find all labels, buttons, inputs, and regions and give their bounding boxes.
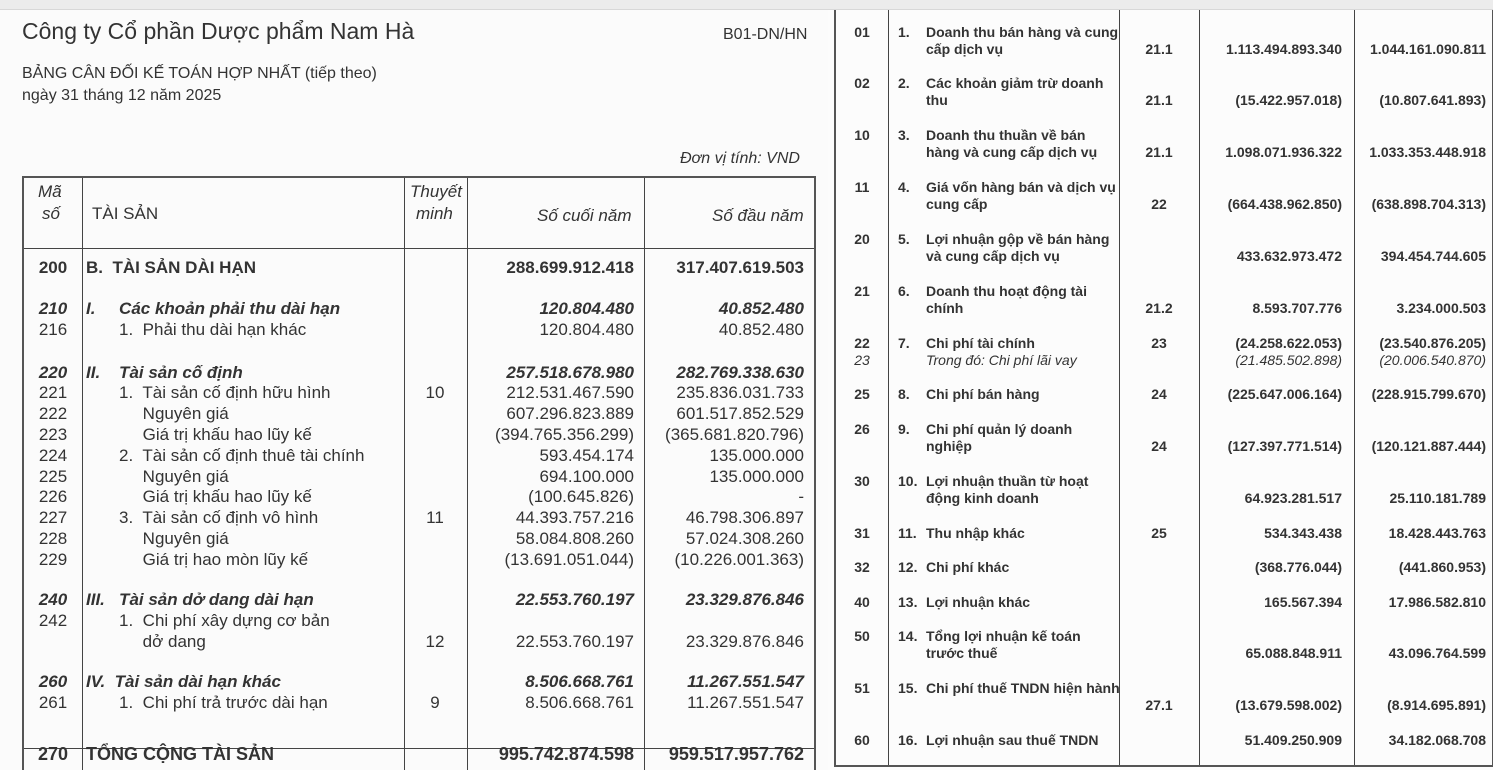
row-label: Nguyên giá: [86, 404, 229, 423]
row-number: 5.: [898, 231, 910, 247]
balance-row: [24, 486, 814, 507]
row-code: 01: [854, 24, 870, 40]
row-code: 10: [854, 127, 870, 143]
row-number: 13.: [898, 594, 918, 610]
balance-row: [24, 549, 814, 570]
row-end-value: (100.645.826): [528, 487, 634, 506]
balance-row: [24, 692, 814, 713]
row-end-value: 22.553.760.197: [515, 590, 634, 609]
row-prior-year: (441.860.953): [1398, 559, 1486, 575]
row-note: 23: [1151, 335, 1167, 351]
row-end-value: 22.553.760.197: [515, 632, 634, 651]
row-code: 02: [854, 75, 870, 91]
row-code: 200: [38, 258, 68, 277]
row-code: 30: [854, 473, 870, 489]
row-note: 22: [1151, 196, 1167, 212]
row-prior-year: (10.807.641.893): [1379, 92, 1486, 108]
row-number: 14.: [898, 628, 918, 644]
row-number: 9.: [898, 421, 910, 437]
row-end-value: (13.691.051.044): [504, 550, 634, 569]
header-divider: [24, 248, 814, 249]
row-code: 226: [38, 487, 68, 506]
row-label: Nguyên giá: [86, 467, 229, 486]
row-current-year: 1.098.071.936.322: [1225, 144, 1342, 160]
balance-row: [24, 589, 814, 610]
row-begin-value: 135.000.000: [709, 467, 804, 486]
row-label: Chi phí khác: [926, 559, 1010, 575]
row-current-year: (24.258.622.053): [1235, 335, 1342, 351]
row-prior-year: 34.182.068.708: [1388, 732, 1486, 748]
income-row: [836, 628, 1492, 664]
row-current-year: (21.485.502.898): [1235, 352, 1342, 368]
row-begin-value: 46.798.306.897: [685, 508, 804, 527]
row-current-year: 65.088.848.911: [1245, 645, 1342, 661]
row-number: 7.: [898, 335, 910, 351]
header-code-line2: số: [42, 204, 60, 223]
row-note: 12: [425, 632, 445, 651]
row-begin-value: -: [798, 487, 804, 506]
row-begin-value: 23.329.876.846: [685, 590, 804, 609]
balance-row: [24, 424, 814, 445]
row-code: 261: [38, 693, 68, 712]
row-end-value: 44.393.757.216: [515, 508, 634, 527]
row-code: 221: [38, 383, 68, 402]
row-begin-value: 11.267.551.547: [687, 693, 804, 712]
row-label: Lợi nhuận sau thuế TNDN: [926, 732, 1099, 748]
row-label: IV. Tài sản dài hạn khác: [86, 672, 281, 691]
balance-row: [24, 610, 814, 631]
row-begin-value: 11.267.551.547: [687, 672, 804, 691]
balance-row: [24, 671, 814, 692]
balance-row: [24, 507, 814, 528]
row-code: 222: [38, 404, 68, 423]
row-label: Giá vốn hàng bán và dịch vụ cung cấp: [926, 179, 1116, 212]
row-label: TỔNG CỘNG TÀI SẢN: [86, 744, 274, 764]
row-prior-year: (638.898.704.313): [1371, 196, 1486, 212]
row-code: 229: [38, 550, 68, 569]
row-note: 9: [430, 693, 440, 712]
header-item: TÀI SẢN: [92, 204, 159, 223]
header-code-line1: Mã: [38, 182, 62, 201]
row-prior-year: (228.915.799.670): [1371, 386, 1486, 402]
row-begin-value: (365.681.820.796): [665, 425, 804, 444]
row-code: 216: [38, 320, 68, 339]
row-label: Chi phí thuế TNDN hiện hành: [926, 680, 1120, 696]
row-note: 27.1: [1145, 697, 1173, 713]
balance-sheet-table: [22, 176, 816, 770]
row-code: 227: [38, 508, 68, 527]
income-row: [836, 231, 1492, 267]
row-code: 240: [38, 590, 68, 609]
row-number: 10.: [898, 473, 918, 489]
row-code: 20: [854, 231, 870, 247]
income-row: [836, 127, 1492, 163]
row-current-year: (664.438.962.850): [1227, 196, 1342, 212]
row-code: 225: [38, 467, 68, 486]
row-begin-value: 40.852.480: [718, 299, 804, 318]
balance-sheet-page: [0, 10, 828, 770]
row-label: II. Tài sản cố định: [86, 363, 243, 382]
row-label: Lợi nhuận gộp về bán hàng và cung cấp dịch vụ: [926, 231, 1110, 264]
viewer-top-strip: [0, 0, 1493, 10]
row-label: I. Các khoản phải thu dài hạn: [86, 299, 341, 318]
row-label: Lợi nhuận thuần từ hoạt động kinh doanh: [926, 473, 1089, 506]
row-code: 224: [38, 446, 68, 465]
row-begin-value: 57.024.308.260: [685, 529, 804, 548]
row-end-value: 58.084.808.260: [515, 529, 634, 548]
row-label: 3. Tài sản cố định vô hình: [86, 508, 319, 527]
row-end-value: 288.699.912.418: [506, 258, 634, 277]
row-note: 21.2: [1145, 300, 1173, 316]
row-begin-value: 282.769.338.630: [676, 363, 804, 382]
row-begin-value: 135.000.000: [709, 446, 804, 465]
row-number: 1.: [898, 24, 910, 40]
row-number: 15.: [898, 680, 918, 696]
row-end-value: 212.531.467.590: [506, 383, 634, 402]
income-row: [836, 335, 1492, 353]
row-current-year: 8.593.707.776: [1252, 300, 1342, 316]
income-row: [836, 525, 1492, 543]
form-code: B01-DN/HN: [723, 26, 808, 43]
row-note: 24: [1151, 438, 1167, 454]
row-note: 10: [425, 383, 445, 402]
row-label: Tổng lợi nhuận kế toán trước thuế: [926, 628, 1081, 661]
income-row: [836, 283, 1492, 319]
row-label: Chi phí bán hàng: [926, 386, 1040, 402]
row-prior-year: 394.454.744.605: [1380, 248, 1486, 264]
row-begin-value: 235.836.031.733: [676, 383, 804, 402]
row-end-value: (394.765.356.299): [495, 425, 634, 444]
row-prior-year: 1.033.353.448.918: [1369, 144, 1486, 160]
row-begin-value: 959.517.957.762: [668, 744, 804, 764]
row-code: 23: [854, 352, 870, 368]
row-begin-value: (10.226.001.363): [674, 550, 804, 569]
row-note: 24: [1151, 386, 1167, 402]
row-prior-year: 1.044.161.090.811: [1369, 41, 1486, 57]
row-label: 1. Chi phí xây dựng cơ bản: [86, 611, 330, 630]
row-begin-value: 23.329.876.846: [685, 632, 804, 651]
balance-row: [24, 298, 814, 319]
row-code: 21: [854, 283, 870, 299]
row-code: 50: [854, 628, 870, 644]
row-code: 60: [854, 732, 870, 748]
header-beginning-of-year: Số đầu năm: [712, 206, 804, 225]
row-current-year: 534.343.438: [1264, 525, 1342, 541]
row-code: 31: [854, 525, 870, 541]
row-label: B. TÀI SẢN DÀI HẠN: [86, 258, 256, 277]
balance-row: [24, 382, 814, 403]
row-current-year: 64.923.281.517: [1244, 490, 1342, 506]
row-label: 2. Tài sản cố định thuê tài chính: [86, 446, 365, 465]
row-number: 8.: [898, 386, 910, 402]
report-date: ngày 31 tháng 12 năm 2025: [22, 87, 222, 104]
row-code: 11: [854, 179, 870, 195]
row-label: Giá trị khấu hao lũy kế: [86, 487, 312, 506]
row-label: Doanh thu thuần về bán hàng và cung cấp dịch vụ: [926, 127, 1098, 160]
row-label: 1. Tài sản cố định hữu hình: [86, 383, 331, 402]
balance-row: [24, 319, 814, 340]
row-label: Lợi nhuận khác: [926, 594, 1031, 610]
row-label: Chi phí quản lý doanh nghiệp: [926, 421, 1073, 454]
row-code: 32: [854, 559, 870, 575]
report-title: BẢNG CÂN ĐỐI KẾ TOÁN HỢP NHẤT (tiếp theo): [22, 65, 377, 82]
row-label: Trong đó: Chi phí lãi vay: [926, 352, 1077, 368]
row-code: 25: [854, 386, 870, 402]
row-label: Giá trị hao mòn lũy kế: [86, 550, 309, 569]
income-row: [836, 680, 1492, 716]
row-end-value: 607.296.823.889: [506, 404, 634, 423]
row-end-value: 8.506.668.761: [525, 693, 634, 712]
row-label: III. Tài sản dở dang dài hạn: [86, 590, 314, 609]
row-number: 3.: [898, 127, 910, 143]
balance-row: [24, 445, 814, 466]
balance-row: [24, 631, 814, 652]
row-label: dở dang: [86, 632, 206, 651]
company-name: Công ty Cổ phần Dược phẩm Nam Hà: [22, 18, 415, 44]
row-code: 210: [38, 299, 68, 318]
row-label: Các khoản giảm trừ doanh thu: [926, 75, 1104, 108]
income-row: [836, 179, 1492, 215]
row-label: Nguyên giá: [86, 529, 229, 548]
row-current-year: (13.679.598.002): [1235, 697, 1342, 713]
row-begin-value: 40.852.480: [718, 320, 804, 339]
income-statement-table: [834, 10, 1493, 767]
row-note: 21.1: [1145, 92, 1173, 108]
row-label: Chi phí tài chính: [926, 335, 1035, 351]
row-code: 223: [38, 425, 68, 444]
row-prior-year: 3.234.000.503: [1396, 300, 1486, 316]
row-code: 270: [37, 744, 69, 764]
income-row: [836, 386, 1492, 404]
row-label: Doanh thu hoạt động tài chính: [926, 283, 1087, 316]
row-end-value: 8.506.668.761: [525, 672, 634, 691]
row-begin-value: 317.407.619.503: [676, 258, 804, 277]
row-current-year: (127.397.771.514): [1227, 438, 1342, 454]
row-current-year: (15.422.957.018): [1235, 92, 1342, 108]
row-code: 260: [38, 672, 68, 691]
row-code: 22: [854, 335, 870, 351]
income-row: [836, 732, 1492, 750]
row-number: 12.: [898, 559, 918, 575]
row-end-value: 694.100.000: [539, 467, 634, 486]
balance-row: [24, 466, 814, 487]
row-note: 11: [426, 508, 444, 527]
income-row: [836, 24, 1492, 60]
row-end-value: 120.804.480: [539, 320, 634, 339]
row-number: 16.: [898, 732, 918, 748]
row-prior-year: 17.986.582.810: [1388, 594, 1486, 610]
row-number: 2.: [898, 75, 910, 91]
row-end-value: 120.804.480: [539, 299, 634, 318]
balance-row: [24, 257, 814, 278]
header-note-line1: Thuyết: [410, 182, 462, 201]
row-prior-year: (8.914.695.891): [1387, 697, 1486, 713]
row-prior-year: 18.428.443.763: [1388, 525, 1486, 541]
row-current-year: 433.632.973.472: [1236, 248, 1342, 264]
row-code: 26: [854, 421, 870, 437]
row-label: Thu nhập khác: [926, 525, 1025, 541]
income-statement-page: [828, 10, 1493, 770]
row-prior-year: (23.540.876.205): [1379, 335, 1486, 351]
row-note: 21.1: [1145, 41, 1173, 57]
row-number: 11.: [898, 525, 917, 541]
row-label: Giá trị khấu hao lũy kế: [86, 425, 312, 444]
row-label: 1. Chi phí trả trước dài hạn: [86, 693, 328, 712]
income-row: [836, 559, 1492, 577]
income-row: [836, 352, 1492, 370]
row-label: 1. Phải thu dài hạn khác: [86, 320, 307, 339]
row-code: 228: [38, 529, 68, 548]
row-code: 242: [38, 611, 68, 630]
row-current-year: (225.647.006.164): [1227, 386, 1342, 402]
row-end-value: 257.518.678.980: [506, 363, 634, 382]
income-row: [836, 421, 1492, 457]
row-code: 51: [854, 680, 870, 696]
row-label: Doanh thu bán hàng và cung cấp dịch vụ: [926, 24, 1119, 57]
row-note: 21.1: [1145, 144, 1173, 160]
row-end-value: 593.454.174: [539, 446, 634, 465]
row-prior-year: 25.110.181.789: [1389, 490, 1486, 506]
income-row: [836, 75, 1492, 111]
row-prior-year: (20.006.540.870): [1379, 352, 1486, 368]
header-note-line2: minh: [416, 204, 453, 223]
balance-row: [24, 403, 814, 424]
row-current-year: 51.409.250.909: [1244, 732, 1342, 748]
balance-row: [24, 744, 814, 765]
row-note: 25: [1151, 525, 1167, 541]
row-current-year: (368.776.044): [1254, 559, 1342, 575]
row-code: 220: [38, 363, 68, 382]
row-prior-year: (120.121.887.444): [1371, 438, 1486, 454]
row-end-value: 995.742.874.598: [498, 744, 634, 764]
unit-label: Đơn vị tính: VND: [680, 150, 800, 167]
row-current-year: 1.113.494.893.340: [1225, 41, 1342, 57]
row-code: 40: [854, 594, 870, 610]
income-row: [836, 473, 1492, 509]
balance-row: [24, 362, 814, 383]
row-number: 6.: [898, 283, 910, 299]
row-prior-year: 43.096.764.599: [1388, 645, 1486, 661]
balance-row: [24, 528, 814, 549]
row-begin-value: 601.517.852.529: [676, 404, 804, 423]
row-number: 4.: [898, 179, 910, 195]
income-row: [836, 594, 1492, 612]
header-end-of-year: Số cuối năm: [537, 206, 632, 225]
row-current-year: 165.567.394: [1264, 594, 1342, 610]
